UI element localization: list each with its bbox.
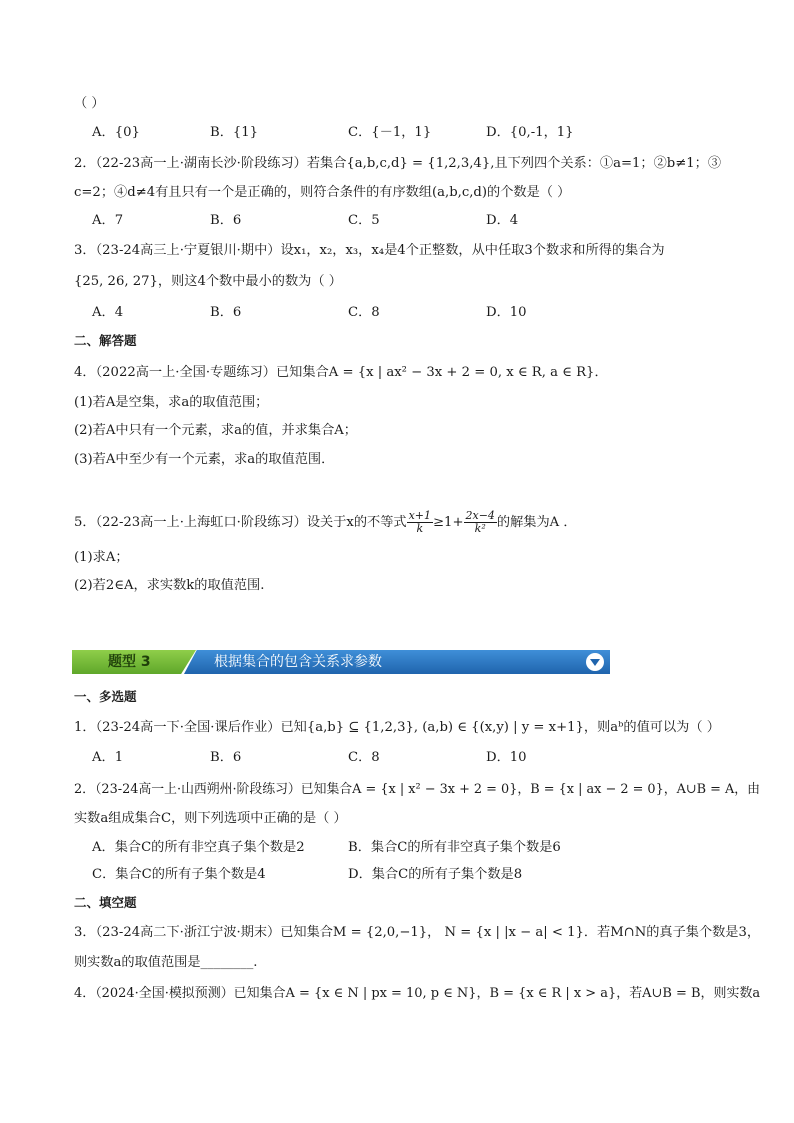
q4-sub3: (3)若A中至少有一个元素，求a的取值范围． — [74, 452, 335, 467]
multi-q1-stem: 1．（23-24高一下·全国·课后作业）已知{a,b} ⊆ {1,2,3}, (a,b) ∈ {(x,y) | y = x+1}，则aᵇ的值可以为（ ） — [74, 720, 720, 735]
q2-stem-line2: c=2；④d≠4有且只有一个是正确的，则符合条件的有序数组(a,b,c,d)的个数是（ ） — [74, 185, 571, 200]
question-type-banner — [72, 650, 610, 674]
q3-option-d: D．10 — [486, 305, 527, 320]
multi-q2-stem-line1: 2．（23-24高一上·山西朔州·阶段练习）已知集合A = {x | x² − 3x + 2 = 0}，B = {x | ax − 2 = 0}，A∪B = A，由 — [74, 782, 760, 797]
q4-stem: 4．（2022高一上·全国·专题练习）已知集合A = {x | ax² − 3x + 2 = 0, x ∈ R, a ∈ R}． — [74, 365, 608, 380]
q2-option-b: B．6 — [210, 213, 242, 228]
q3-option-c: C．8 — [348, 305, 380, 320]
multi-q1-option-c: C．8 — [348, 750, 380, 765]
banner-type-label: 题型 3 — [108, 654, 151, 670]
section-heading-fill: 二、填空题 — [74, 895, 137, 910]
q2-stem-line1: 2．（22-23高一上·湖南长沙·阶段练习）若集合{a,b,c,d} = {1,2,3,4},且下列四个关系：①a=1；②b≠1；③ — [74, 156, 722, 171]
q2-option-c: C．5 — [348, 213, 380, 228]
q4-sub1: (1)若A是空集，求a的取值范围； — [74, 395, 269, 410]
q3-option-b: B．6 — [210, 305, 242, 320]
q5-frac1-numerator: x+1 — [408, 509, 431, 522]
q3-stem-line1: 3．（23-24高三上·宁夏银川·期中）设x₁，x₂，x₃，x₄是4个正整数，从中任取3个数求和所得的集合为 — [74, 243, 665, 258]
multi-q1-option-a: A．1 — [92, 750, 124, 765]
q5-fraction-1 — [407, 510, 433, 535]
q5-frac2-denominator: k² — [474, 522, 486, 535]
q1-option-a: A．{0} — [92, 125, 140, 140]
q5-mid: ≥1+ — [433, 515, 464, 530]
chevron-down-icon[interactable] — [586, 653, 604, 671]
multi-q2-option-a: A．集合C的所有非空真子集个数是2 — [92, 840, 305, 855]
q1-option-b: B．{1} — [210, 125, 259, 140]
fill-q4-stem: 4．（2024·全国·模拟预测）已知集合A = {x ∈ N | px = 10, p ∈ N}，B = {x ∈ R | x > a}，若A∪B = B，则实数a — [74, 986, 761, 1001]
fill-q3-stem-line2: 则实数a的取值范围是________. — [74, 955, 258, 970]
q5-sub1: (1)求A； — [74, 550, 129, 565]
q5-prefix: 5．（22-23高一上·上海虹口·阶段练习）设关于x的不等式 — [74, 515, 407, 530]
q5-fraction-2 — [464, 510, 497, 535]
q5-stem — [74, 506, 577, 540]
q1-option-c: C．{－1，1} — [348, 125, 432, 140]
q5-frac2-numerator: 2x−4 — [465, 509, 495, 522]
section-heading-multi: 一、多选题 — [74, 689, 137, 704]
multi-q1-option-b: B．6 — [210, 750, 242, 765]
q3-stem-line2: {25, 26, 27}，则这4个数中最小的数为（ ） — [74, 274, 342, 289]
multi-q2-option-c: C．集合C的所有子集个数是4 — [92, 867, 266, 882]
multi-q2-option-d: D．集合C的所有子集个数是8 — [348, 867, 523, 882]
q5-frac1-denominator: k — [416, 522, 424, 535]
section-heading-answer: 二、解答题 — [74, 333, 137, 348]
q2-option-a: A．7 — [92, 213, 124, 228]
q4-sub2: (2)若A中只有一个元素，求a的值，并求集合A； — [74, 423, 357, 438]
q3-option-a: A．4 — [92, 305, 124, 320]
answer-paren: （ ） — [74, 96, 105, 111]
banner-title: 根据集合的包含关系求参数 — [214, 654, 382, 670]
multi-q1-option-d: D．10 — [486, 750, 527, 765]
q5-suffix: 的解集为A ． — [496, 515, 577, 530]
fill-q3-stem-line1: 3．（23-24高二下·浙江宁波·期末）已知集合M = {2,0,−1}， N = {x | |x − a| < 1}．若M∩N的真子集个数是3， — [74, 925, 761, 940]
q2-option-d: D．4 — [486, 213, 519, 228]
q1-option-d: D．{0,-1，1} — [486, 125, 574, 140]
multi-q2-option-b: B．集合C的所有非空真子集个数是6 — [348, 840, 561, 855]
q5-sub2: (2)若2∈A，求实数k的取值范围. — [74, 578, 265, 593]
multi-q2-stem-line2: 实数a组成集合C，则下列选项中正确的是（ ） — [74, 811, 347, 826]
